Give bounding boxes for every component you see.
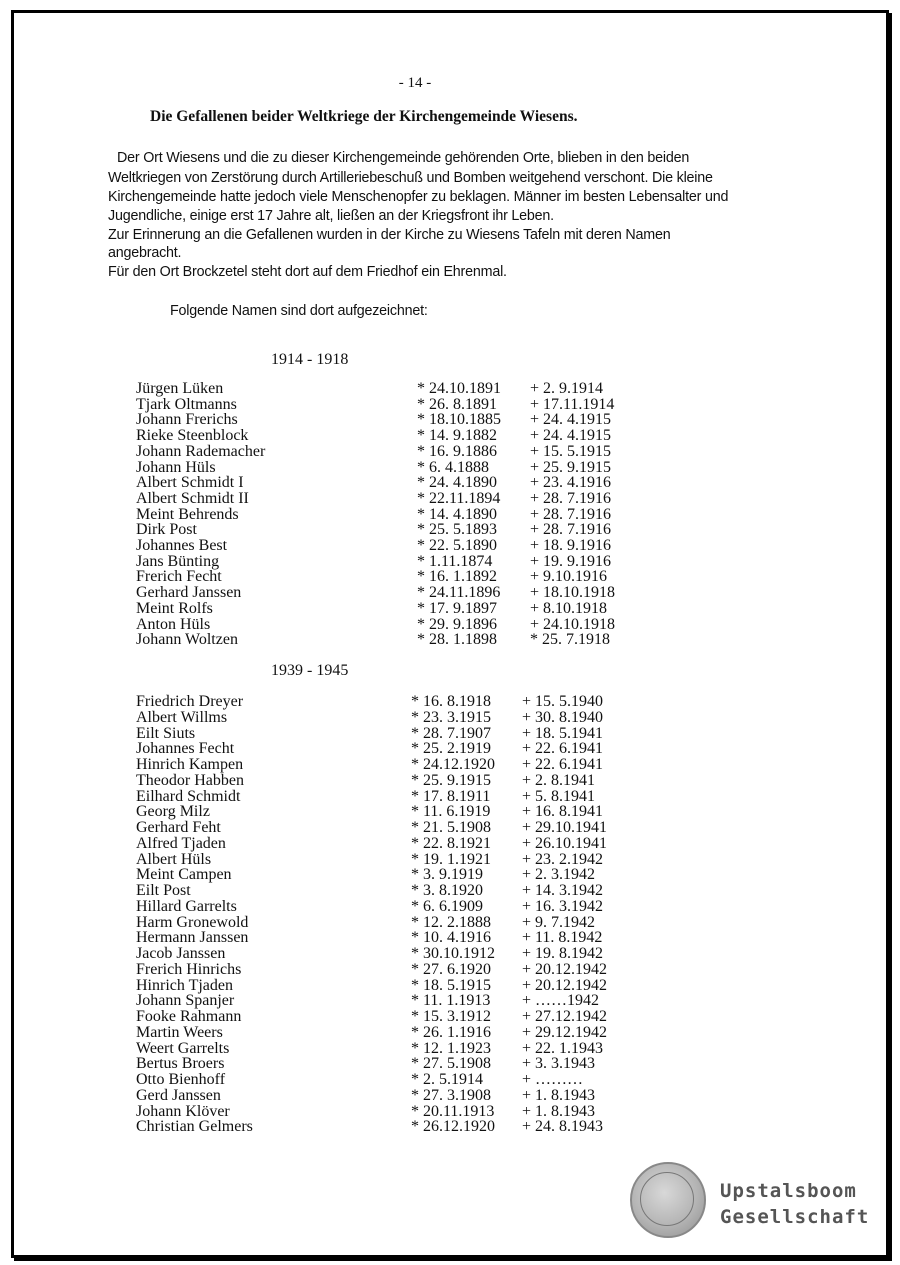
birth-date: * 18. 5.1915 xyxy=(411,976,491,994)
birth-date: * 14. 9.1882 xyxy=(417,427,497,445)
death-date: + 22. 1.1943 xyxy=(522,1039,604,1057)
list-item xyxy=(0,694,900,710)
page-title: Die Gefallenen beider Weltkriege der Kirchengemeinde Wiesens. xyxy=(150,108,578,125)
death-date: + 16. 8.1941 xyxy=(522,803,604,821)
list-item xyxy=(0,538,900,554)
birth-date: * 21. 5.1908 xyxy=(411,819,491,836)
logo-line1: Upstalsboom xyxy=(720,1180,857,1202)
list-item xyxy=(0,789,900,805)
name: Dirk Post xyxy=(136,521,197,539)
name: Tjark Oltmanns xyxy=(136,395,237,413)
intro-line: Für den Ort Brockzetel steht dort auf dem Friedhof ein Ehrenmal. xyxy=(108,264,507,280)
birth-date: * 23. 3.1915 xyxy=(411,708,491,726)
intro-line: Jugendliche, einige erst 17 Jahre alt, ließen an der Kriegsfront ihr Leben. xyxy=(108,208,554,224)
list-item xyxy=(0,1088,900,1104)
birth-date: * 29. 9.1896 xyxy=(417,615,497,633)
list-item xyxy=(0,1056,900,1072)
name: Johann Rademacher xyxy=(136,442,266,460)
list-item xyxy=(0,1041,900,1057)
list-item xyxy=(0,1104,900,1120)
list-item xyxy=(0,741,900,757)
death-date: + 28. 7.1916 xyxy=(530,505,612,523)
birth-date: * 17. 9.1897 xyxy=(417,599,497,617)
name: Friedrich Dreyer xyxy=(136,693,244,710)
birth-date: * 6. 6.1909 xyxy=(411,897,483,915)
name: Hermann Janssen xyxy=(136,929,249,947)
birth-date: * 1.11.1874 xyxy=(417,552,493,570)
list-item xyxy=(0,397,900,413)
name: Albert Hüls xyxy=(136,850,212,868)
name: Hinrich Kampen xyxy=(136,756,244,773)
list-item xyxy=(0,569,900,585)
list-item xyxy=(0,507,900,523)
name: Jürgen Lüken xyxy=(136,380,224,397)
name: Albert Schmidt II xyxy=(136,489,249,507)
birth-date: * 30.10.1912 xyxy=(411,945,495,962)
section-heading-ww1: 1914 - 1918 xyxy=(271,351,349,368)
list-item xyxy=(0,852,900,868)
birth-date: * 24.11.1896 xyxy=(417,584,501,602)
name: Christian Gelmers xyxy=(136,1118,253,1136)
intro-line: Der Ort Wiesens und die zu dieser Kirchengemeinde gehörenden Orte, blieben in den beiden xyxy=(117,150,690,166)
death-date: + 1. 8.1943 xyxy=(522,1102,596,1120)
death-date: + ……1942 xyxy=(522,992,600,1010)
name: Bertus Broers xyxy=(136,1055,225,1073)
death-date: + 26.10.1941 xyxy=(522,834,608,852)
name: Weert Garrelts xyxy=(136,1039,230,1057)
birth-date: * 26. 1.1916 xyxy=(411,1023,491,1041)
society-logo xyxy=(720,1178,869,1230)
name: Meint Campen xyxy=(136,866,232,884)
death-date: + 28. 7.1916 xyxy=(530,489,612,507)
death-date: + 14. 3.1942 xyxy=(522,882,604,899)
list-item xyxy=(0,632,900,648)
list-item xyxy=(0,444,900,460)
list-item xyxy=(0,491,900,507)
name: Eilt Siuts xyxy=(136,724,196,742)
birth-date: * 20.11.1913 xyxy=(411,1102,495,1120)
list-item xyxy=(0,428,900,444)
list-item xyxy=(0,993,900,1009)
birth-date: * 24.10.1891 xyxy=(417,380,501,397)
death-date: + 2. 8.1941 xyxy=(522,771,596,789)
name: Eilt Post xyxy=(136,882,191,899)
name: Johannes Best xyxy=(136,537,228,554)
name: Johann Woltzen xyxy=(136,631,238,649)
birth-date: * 18.10.1885 xyxy=(417,411,501,429)
death-date: + 2. 3.1942 xyxy=(522,866,596,884)
name: Martin Weers xyxy=(136,1023,223,1041)
name: Gerhard Janssen xyxy=(136,584,242,602)
death-date: + 22. 6.1941 xyxy=(522,740,604,758)
birth-date: * 16. 9.1886 xyxy=(417,442,497,460)
list-item xyxy=(0,978,900,994)
name: Johannes Fecht xyxy=(136,740,235,758)
birth-date: * 12. 1.1923 xyxy=(411,1039,491,1057)
birth-date: * 27. 3.1908 xyxy=(411,1086,491,1104)
birth-date: * 11. 6.1919 xyxy=(411,803,491,821)
death-date: + 9.10.1916 xyxy=(530,568,608,586)
name: Gerhard Feht xyxy=(136,819,221,836)
death-date: + 22. 6.1941 xyxy=(522,756,604,773)
logo-line2: Gesellschaft xyxy=(720,1206,870,1228)
name: Eilhard Schmidt xyxy=(136,787,241,805)
list-item xyxy=(0,915,900,931)
death-date: + 15. 5.1915 xyxy=(530,442,612,460)
intro-line: angebracht. xyxy=(108,245,182,261)
birth-date: * 22. 5.1890 xyxy=(417,537,497,554)
name: Theodor Habben xyxy=(136,771,244,789)
name: Gerd Janssen xyxy=(136,1086,221,1104)
death-date: + 3. 3.1943 xyxy=(522,1055,596,1073)
death-date: + 25. 9.1915 xyxy=(530,458,612,476)
list-item xyxy=(0,773,900,789)
section-heading-ww2: 1939 - 1945 xyxy=(271,662,349,679)
birth-date: * 28. 7.1907 xyxy=(411,724,491,742)
birth-date: * 15. 3.1912 xyxy=(411,1008,491,1025)
death-date: + 8.10.1918 xyxy=(530,599,608,617)
name: Otto Bienhoff xyxy=(136,1071,226,1088)
death-date: + 27.12.1942 xyxy=(522,1008,608,1025)
death-date: + 19. 8.1942 xyxy=(522,945,604,962)
name: Johann Spanjer xyxy=(136,992,235,1010)
death-date: + 20.12.1942 xyxy=(522,960,608,978)
death-date: + 17.11.1914 xyxy=(530,395,615,413)
intro-line: Weltkriegen von Zerstörung durch Artilleriebeschuß und Bomben weitgehend verschont. Die kleine xyxy=(108,170,713,186)
birth-date: * 26.12.1920 xyxy=(411,1118,495,1136)
birth-date: * 14. 4.1890 xyxy=(417,505,497,523)
birth-date: * 24. 4.1890 xyxy=(417,474,497,492)
birth-date: * 26. 8.1891 xyxy=(417,395,497,413)
death-date: + 29.12.1942 xyxy=(522,1023,608,1041)
list-item xyxy=(0,1119,900,1135)
birth-date: * 12. 2.1888 xyxy=(411,913,491,931)
birth-date: * 27. 6.1920 xyxy=(411,960,491,978)
name: Meint Rolfs xyxy=(136,599,213,617)
name: Frerich Fecht xyxy=(136,568,222,586)
name: Albert Schmidt I xyxy=(136,474,244,492)
birth-date: * 16. 8.1918 xyxy=(411,693,491,710)
list-item xyxy=(0,460,900,476)
death-date: + 2. 9.1914 xyxy=(530,380,604,397)
name: Johann Frerichs xyxy=(136,411,238,429)
death-date: + 1. 8.1943 xyxy=(522,1086,596,1104)
death-date: + 19. 9.1916 xyxy=(530,552,612,570)
name: Johann Hüls xyxy=(136,458,216,476)
list-item xyxy=(0,554,900,570)
birth-date: * 25. 2.1919 xyxy=(411,740,491,758)
name: Meint Behrends xyxy=(136,505,239,523)
name: Frerich Hinrichs xyxy=(136,960,242,978)
death-date: + 24. 8.1943 xyxy=(522,1118,604,1136)
names-intro: Folgende Namen sind dort aufgezeichnet: xyxy=(170,303,428,319)
list-item xyxy=(0,930,900,946)
list-item xyxy=(0,585,900,601)
name: Rieke Steenblock xyxy=(136,427,249,445)
birth-date: * 25. 9.1915 xyxy=(411,771,491,789)
list-item xyxy=(0,820,900,836)
list-item xyxy=(0,883,900,899)
list-item xyxy=(0,899,900,915)
death-date: + 24. 4.1915 xyxy=(530,411,612,429)
death-date: + 18.10.1918 xyxy=(530,584,616,602)
birth-date: * 27. 5.1908 xyxy=(411,1055,491,1073)
birth-date: * 25. 5.1893 xyxy=(417,521,497,539)
death-date: + 24. 4.1915 xyxy=(530,427,612,445)
name: Jacob Janssen xyxy=(136,945,226,962)
birth-date: * 6. 4.1888 xyxy=(417,458,489,476)
list-item xyxy=(0,617,900,633)
birth-date: * 22. 8.1921 xyxy=(411,834,491,852)
birth-date: * 24.12.1920 xyxy=(411,756,495,773)
list-item xyxy=(0,726,900,742)
death-date: + 24.10.1918 xyxy=(530,615,616,633)
page-number: - 14 - xyxy=(398,75,432,91)
birth-date: * 19. 1.1921 xyxy=(411,850,491,868)
birth-date: * 10. 4.1916 xyxy=(411,929,491,947)
death-date: + 29.10.1941 xyxy=(522,819,608,836)
list-item xyxy=(0,867,900,883)
death-date: * 25. 7.1918 xyxy=(530,631,610,649)
birth-date: * 3. 9.1919 xyxy=(411,866,483,884)
list-item xyxy=(0,522,900,538)
birth-date: * 3. 8.1920 xyxy=(411,882,483,899)
death-date: + 15. 5.1940 xyxy=(522,693,604,710)
birth-date: * 28. 1.1898 xyxy=(417,631,497,649)
birth-date: * 2. 5.1914 xyxy=(411,1071,483,1088)
birth-date: * 16. 1.1892 xyxy=(417,568,497,586)
death-date: + 28. 7.1916 xyxy=(530,521,612,539)
name: Hinrich Tjaden xyxy=(136,976,234,994)
list-item xyxy=(0,601,900,617)
list-item xyxy=(0,1072,900,1088)
name: Georg Milz xyxy=(136,803,210,821)
birth-date: * 11. 1.1913 xyxy=(411,992,491,1010)
list-item xyxy=(0,804,900,820)
death-date: + 30. 8.1940 xyxy=(522,708,604,726)
list-item xyxy=(0,710,900,726)
death-date: + 23. 2.1942 xyxy=(522,850,604,868)
name: Albert Willms xyxy=(136,708,228,726)
death-date: + 23. 4.1916 xyxy=(530,474,612,492)
death-date: + 11. 8.1942 xyxy=(522,929,603,947)
birth-date: * 22.11.1894 xyxy=(417,489,501,507)
society-seal-icon xyxy=(630,1162,706,1238)
list-item xyxy=(0,381,900,397)
intro-line: Kirchengemeinde hatte jedoch viele Menschenopfer zu beklagen. Männer im besten Lebensalter und xyxy=(108,189,729,205)
death-date: + 9. 7.1942 xyxy=(522,913,596,931)
name: Jans Bünting xyxy=(136,552,220,570)
name: Johann Klöver xyxy=(136,1102,230,1120)
death-date: + 5. 8.1941 xyxy=(522,787,596,805)
name: Alfred Tjaden xyxy=(136,834,226,852)
death-date: + ……… xyxy=(522,1071,584,1088)
list-item xyxy=(0,946,900,962)
name: Hillard Garrelts xyxy=(136,897,237,915)
name: Harm Gronewold xyxy=(136,913,249,931)
death-date: + 18. 9.1916 xyxy=(530,537,612,554)
name: Anton Hüls xyxy=(136,615,211,633)
name: Fooke Rahmann xyxy=(136,1008,242,1025)
list-item xyxy=(0,1025,900,1041)
death-date: + 18. 5.1941 xyxy=(522,724,604,742)
intro-line: Zur Erinnerung an die Gefallenen wurden in der Kirche zu Wiesens Tafeln mit deren Namen xyxy=(108,227,671,243)
death-date: + 20.12.1942 xyxy=(522,976,608,994)
list-item xyxy=(0,1009,900,1025)
list-item xyxy=(0,836,900,852)
list-item xyxy=(0,475,900,491)
list-item xyxy=(0,412,900,428)
birth-date: * 17. 8.1911 xyxy=(411,787,491,805)
list-item xyxy=(0,962,900,978)
death-date: + 16. 3.1942 xyxy=(522,897,604,915)
list-item xyxy=(0,757,900,773)
